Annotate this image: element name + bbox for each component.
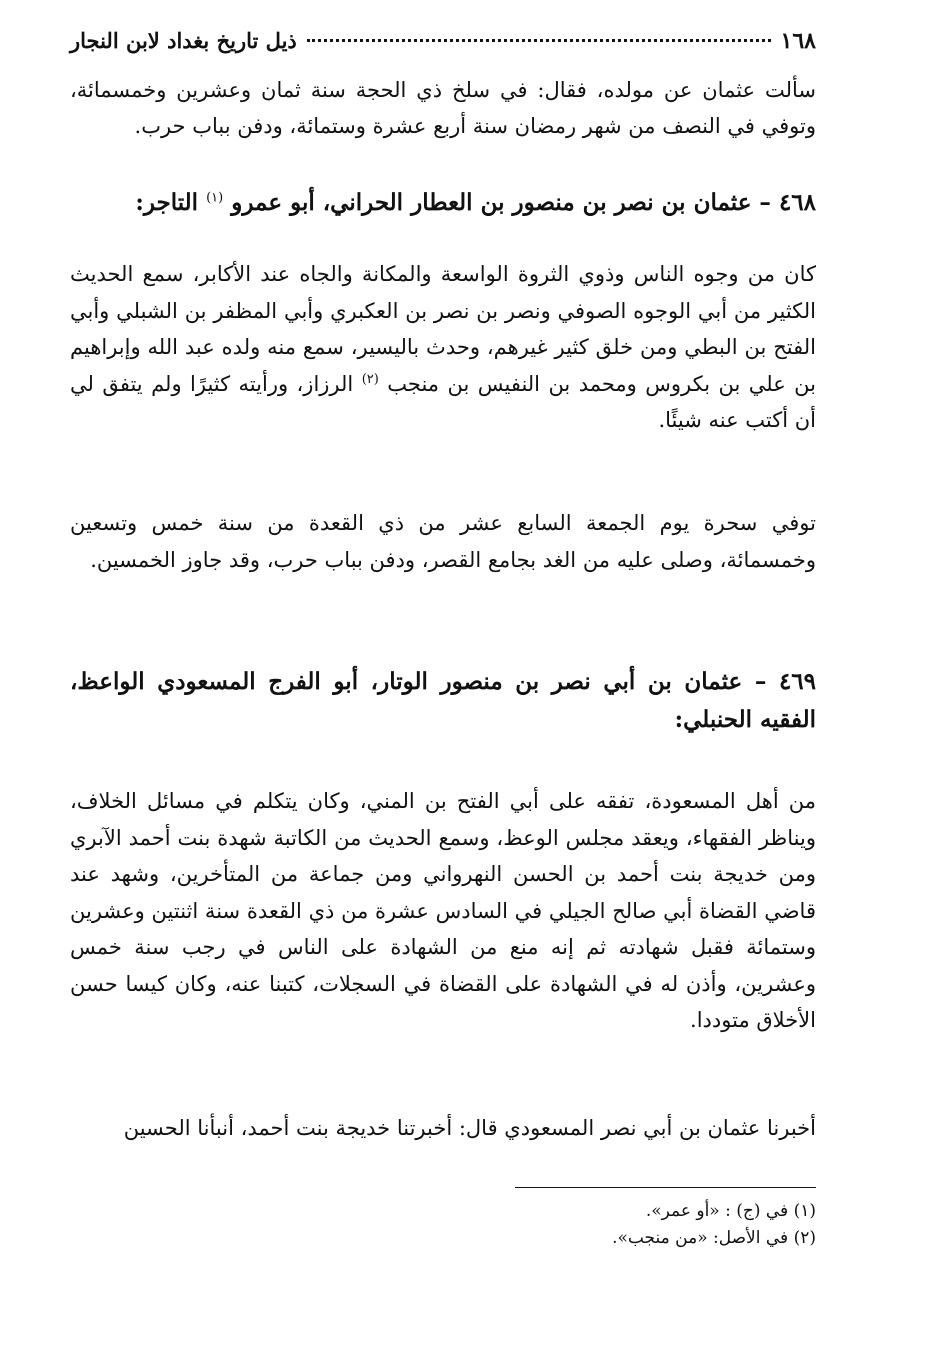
leader-dots (307, 39, 771, 42)
entry-468-paragraph-2 (70, 505, 816, 578)
page-number: ١٦٨ (780, 28, 816, 54)
intro-text: سألت عثمان عن مولده، فقال: في سلخ ذي الحجة سنة ثمان وعشرين وخمسمائة، وتوفي في النصف من شهر رمضان سنة أربع عشرة وستمائة، ودفن بباب حرب. (70, 78, 816, 138)
footnote-divider (515, 1187, 816, 1188)
intro-paragraph (70, 72, 816, 144)
footnote-2: (٢) في الأصل: «من منجب». (612, 1228, 816, 1248)
entry-468-text-a: كان من وجوه الناس وذوي الثروة الواسعة والمكانة والجاه عند الأكابر، سمع الحديث الكثير من أبي الوجوه الصوفي ونصر بن نصر بن العكبري وأبي المظفر بن الشبلي وأبي الفتح بن البطي ومن خلق كثير غيرهم، وحدث باليسير، سمع منه ولده عبد الله وإبراهيم بن علي بن بكروس ومحمد بن النفيس بن منجب (70, 262, 816, 396)
running-header (70, 28, 816, 64)
book-title: ذيل تاريخ بغداد لابن النجار (70, 28, 297, 53)
entry-468-heading-name: ٤٦٨ – عثمان بن نصر بن منصور بن العطار الحراني، أبو عمرو (231, 189, 816, 216)
entry-469-paragraph-1 (70, 783, 816, 1039)
entry-468-paragraph-1 (70, 256, 816, 439)
footnote-ref-2: (٢) (361, 371, 379, 387)
entry-468-heading-title: التاجر: (135, 189, 199, 216)
entry-469-paragraph-2 (70, 1110, 816, 1146)
entry-469-heading-text: ٤٦٩ – عثمان بن أبي نصر بن منصور الوتار، أبو الفرج المسعودي الواعظ، الفقيه الحنبلي: (70, 668, 816, 733)
entry-469-heading (70, 663, 816, 739)
entry-469-bio-text: من أهل المسعودة، تفقه على أبي الفتح بن المني، وكان يتكلم في مسائل الخلاف، ويناظر الفقهاء، ويعقد مجلس الوعظ، وسمع الحديث من الكاتبة شهدة بنت أحمد الآبري ومن خديجة بنت أحمد بن الحسن النهرواني ومن جماعة من المتأخرين، وشهد عند قاضي القضاة أبي صالح الجيلي في السادس عشرة من ذي القعدة سنة اثنتين وعشرين وستمائة فقبل شهادته ثم إنه منع من الشهادة على الناس في رجب سنة خمس وعشرين، وأذن له في الشهادة على القضاة في السجلات، كتبنا عنه، وكان كيسا حسن الأخلاق متوددا. (70, 789, 816, 1032)
entry-468-heading (70, 184, 816, 222)
footnote-ref-1: (١) (206, 190, 224, 206)
entry-468-text-b: الرزاز، ورأيته كثيرًا ولم يتفق لي أن أكتب عنه شيئًا. (70, 371, 816, 432)
footnote-1: (١) في (ج) : «أو عمر». (645, 1201, 816, 1221)
entry-468-death-text: توفي سحرة يوم الجمعة السابع عشر من ذي القعدة من سنة خمس وتسعين وخمسمائة، وصلى عليه من الغد بجامع القصر، ودفن بباب حرب، وقد جاوز الخمسين. (70, 511, 816, 572)
entry-469-chain-text: أخبرنا عثمان بن أبي نصر المسعودي قال: أخبرتنا خديجة بنت أحمد، أنبأنا الحسين (123, 1116, 816, 1140)
